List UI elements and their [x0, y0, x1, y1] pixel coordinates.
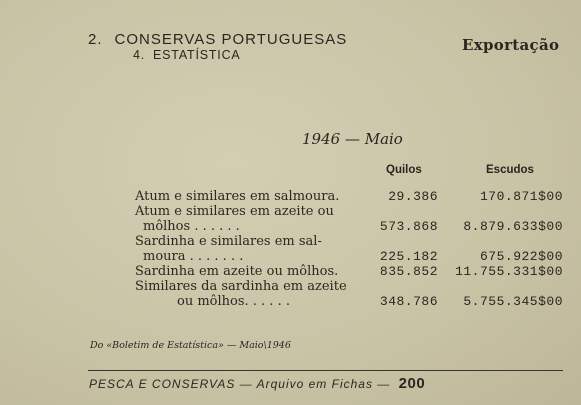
table-row-label — [135, 264, 338, 279]
row-label-line: Sardinha em azeite ou môlhos. — [135, 264, 339, 279]
table-cell-quilos: 835.852 — [379, 264, 438, 279]
section-number: 2. — [88, 31, 103, 48]
footer-divider — [88, 370, 563, 371]
period-title: 1946 — Maio — [302, 130, 403, 148]
table-cell-escudos: 11.755.331$00 — [455, 264, 563, 279]
source-note: Do «Boletim de Estatística» — Maio\1946 — [90, 340, 291, 351]
table-cell-quilos: 348.786 — [379, 294, 438, 309]
footer — [89, 375, 425, 392]
row-label-line: môlhos . . . . . . — [143, 219, 240, 234]
section-title: CONSERVAS PORTUGUESAS — [114, 31, 348, 48]
table-cell-quilos: 225.182 — [379, 249, 438, 264]
table-cell-quilos: 29.386 — [388, 189, 438, 204]
subsection-heading — [133, 48, 241, 62]
row-label-line: moura . . . . . . . — [143, 249, 244, 264]
subsection-title: ESTATÍSTICA — [153, 48, 241, 62]
row-label-line: Sardinha e similares em sal- — [135, 234, 322, 249]
row-label-line: ou môlhos. . . . . . — [177, 294, 290, 309]
footer-text: PESCA E CONSERVAS — Arquivo em Fichas — — [89, 377, 391, 391]
row-label-line: Similares da sardinha em azeite — [135, 279, 347, 294]
table-row-label — [135, 234, 322, 264]
row-label-line: Atum e similares em salmoura. — [135, 189, 340, 204]
table-row-label — [135, 189, 339, 204]
column-header-quantity: Quilos — [386, 164, 422, 176]
category-label: Exportação — [462, 36, 560, 54]
table-row-label — [135, 204, 334, 234]
subsection-number: 4. — [133, 48, 146, 62]
table-cell-escudos: 8.879.633$00 — [463, 219, 563, 234]
table-cell-quilos: 573.868 — [379, 219, 438, 234]
page-number: 200 — [398, 375, 426, 392]
table-cell-escudos: 5.755.345$00 — [463, 294, 563, 309]
table-cell-escudos: 675.922$00 — [479, 249, 563, 264]
table-cell-escudos: 170.871$00 — [479, 189, 563, 204]
section-heading — [88, 31, 347, 48]
column-header-value: Escudos — [486, 164, 534, 176]
table-row-label — [135, 279, 347, 309]
row-label-line: Atum e similares em azeite ou — [135, 204, 334, 219]
